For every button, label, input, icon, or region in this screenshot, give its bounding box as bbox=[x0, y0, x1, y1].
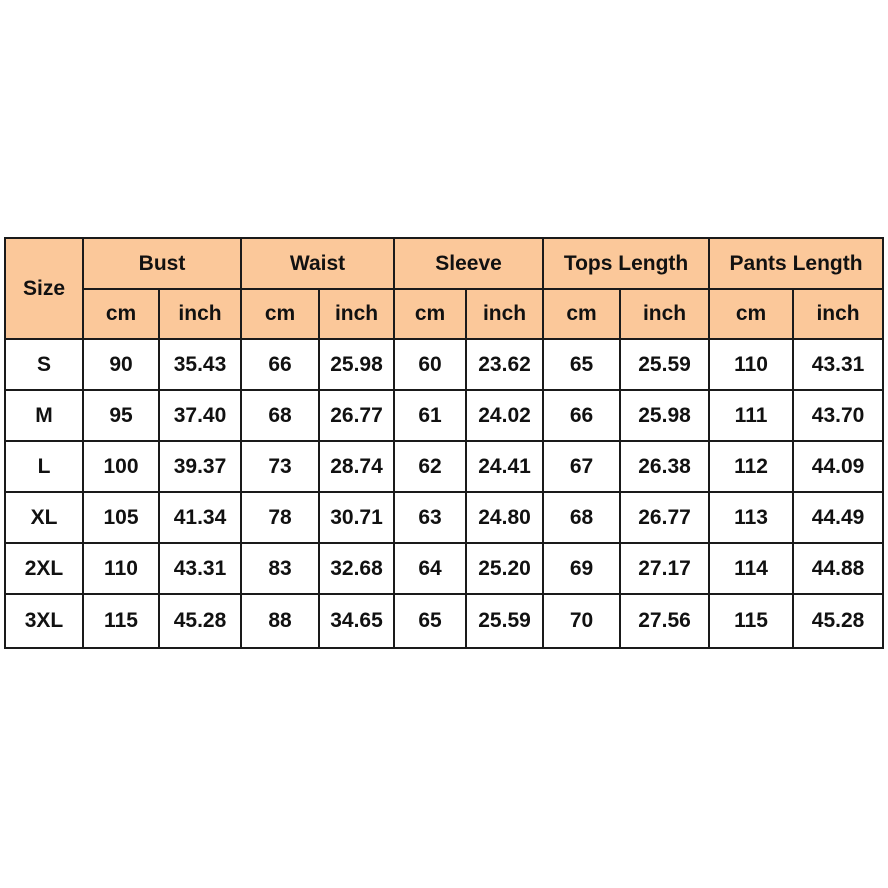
tops-length-cm-cell: 68 bbox=[543, 492, 620, 543]
tops-length-inch-header: inch bbox=[620, 289, 709, 339]
table-body bbox=[5, 339, 883, 648]
bust-inch-cell: 35.43 bbox=[159, 339, 241, 390]
size-cell: 2XL bbox=[5, 543, 83, 594]
pants-length-cm-cell: 113 bbox=[709, 492, 793, 543]
tops-length-cm-cell: 69 bbox=[543, 543, 620, 594]
bust-cm-cell: 95 bbox=[83, 390, 159, 441]
pants-length-cm-header: cm bbox=[709, 289, 793, 339]
size-chart-table bbox=[4, 237, 884, 649]
sleeve-cm-cell: 64 bbox=[394, 543, 466, 594]
pants-length-inch-cell: 44.09 bbox=[793, 441, 883, 492]
pants-length-cm-cell: 114 bbox=[709, 543, 793, 594]
pants-length-inch-cell: 44.88 bbox=[793, 543, 883, 594]
pants-length-inch-cell: 43.31 bbox=[793, 339, 883, 390]
waist-inch-cell: 34.65 bbox=[319, 594, 394, 648]
waist-inch-cell: 32.68 bbox=[319, 543, 394, 594]
pants-length-cm-cell: 112 bbox=[709, 441, 793, 492]
waist-cm-cell: 83 bbox=[241, 543, 319, 594]
bust-cm-cell: 115 bbox=[83, 594, 159, 648]
waist-inch-cell: 25.98 bbox=[319, 339, 394, 390]
pants-length-inch-header: inch bbox=[793, 289, 883, 339]
pants-length-inch-cell: 45.28 bbox=[793, 594, 883, 648]
table-row bbox=[5, 492, 883, 543]
header-row-units bbox=[5, 289, 883, 339]
pants-length-cm-cell: 110 bbox=[709, 339, 793, 390]
bust-cm-cell: 90 bbox=[83, 339, 159, 390]
sleeve-inch-cell: 24.02 bbox=[466, 390, 543, 441]
tops-length-inch-cell: 26.38 bbox=[620, 441, 709, 492]
bust-inch-cell: 45.28 bbox=[159, 594, 241, 648]
waist-cm-cell: 73 bbox=[241, 441, 319, 492]
sleeve-inch-cell: 24.41 bbox=[466, 441, 543, 492]
tops-length-inch-cell: 25.59 bbox=[620, 339, 709, 390]
bust-cm-header: cm bbox=[83, 289, 159, 339]
waist-inch-cell: 30.71 bbox=[319, 492, 394, 543]
waist-inch-header: inch bbox=[319, 289, 394, 339]
waist-cm-header: cm bbox=[241, 289, 319, 339]
waist-header: Waist bbox=[241, 238, 394, 289]
bust-inch-header: inch bbox=[159, 289, 241, 339]
sleeve-cm-cell: 63 bbox=[394, 492, 466, 543]
sleeve-inch-cell: 24.80 bbox=[466, 492, 543, 543]
bust-header: Bust bbox=[83, 238, 241, 289]
sleeve-cm-header: cm bbox=[394, 289, 466, 339]
bust-inch-cell: 41.34 bbox=[159, 492, 241, 543]
sleeve-cm-cell: 65 bbox=[394, 594, 466, 648]
tops-length-header: Tops Length bbox=[543, 238, 709, 289]
table-row bbox=[5, 594, 883, 648]
tops-length-inch-cell: 26.77 bbox=[620, 492, 709, 543]
pants-length-cm-cell: 115 bbox=[709, 594, 793, 648]
tops-length-cm-header: cm bbox=[543, 289, 620, 339]
size-cell: XL bbox=[5, 492, 83, 543]
waist-cm-cell: 88 bbox=[241, 594, 319, 648]
tops-length-cm-cell: 70 bbox=[543, 594, 620, 648]
waist-cm-cell: 66 bbox=[241, 339, 319, 390]
tops-length-cm-cell: 67 bbox=[543, 441, 620, 492]
size-cell: S bbox=[5, 339, 83, 390]
sleeve-inch-cell: 25.59 bbox=[466, 594, 543, 648]
header-row-groups bbox=[5, 238, 883, 289]
table-header bbox=[5, 238, 883, 339]
sleeve-header: Sleeve bbox=[394, 238, 543, 289]
tops-length-cm-cell: 66 bbox=[543, 390, 620, 441]
size-header: Size bbox=[5, 238, 83, 339]
sleeve-inch-cell: 23.62 bbox=[466, 339, 543, 390]
sleeve-cm-cell: 61 bbox=[394, 390, 466, 441]
waist-cm-cell: 68 bbox=[241, 390, 319, 441]
table-row bbox=[5, 543, 883, 594]
pants-length-cm-cell: 111 bbox=[709, 390, 793, 441]
tops-length-inch-cell: 27.17 bbox=[620, 543, 709, 594]
tops-length-inch-cell: 25.98 bbox=[620, 390, 709, 441]
bust-inch-cell: 39.37 bbox=[159, 441, 241, 492]
pants-length-inch-cell: 43.70 bbox=[793, 390, 883, 441]
size-cell: 3XL bbox=[5, 594, 83, 648]
sleeve-cm-cell: 60 bbox=[394, 339, 466, 390]
bust-inch-cell: 43.31 bbox=[159, 543, 241, 594]
bust-cm-cell: 100 bbox=[83, 441, 159, 492]
sleeve-inch-header: inch bbox=[466, 289, 543, 339]
table-row bbox=[5, 441, 883, 492]
size-cell: L bbox=[5, 441, 83, 492]
waist-cm-cell: 78 bbox=[241, 492, 319, 543]
table-row bbox=[5, 339, 883, 390]
waist-inch-cell: 26.77 bbox=[319, 390, 394, 441]
tops-length-inch-cell: 27.56 bbox=[620, 594, 709, 648]
tops-length-cm-cell: 65 bbox=[543, 339, 620, 390]
bust-inch-cell: 37.40 bbox=[159, 390, 241, 441]
bust-cm-cell: 110 bbox=[83, 543, 159, 594]
bust-cm-cell: 105 bbox=[83, 492, 159, 543]
sleeve-inch-cell: 25.20 bbox=[466, 543, 543, 594]
sleeve-cm-cell: 62 bbox=[394, 441, 466, 492]
waist-inch-cell: 28.74 bbox=[319, 441, 394, 492]
pants-length-header: Pants Length bbox=[709, 238, 883, 289]
size-cell: M bbox=[5, 390, 83, 441]
table-row bbox=[5, 390, 883, 441]
pants-length-inch-cell: 44.49 bbox=[793, 492, 883, 543]
